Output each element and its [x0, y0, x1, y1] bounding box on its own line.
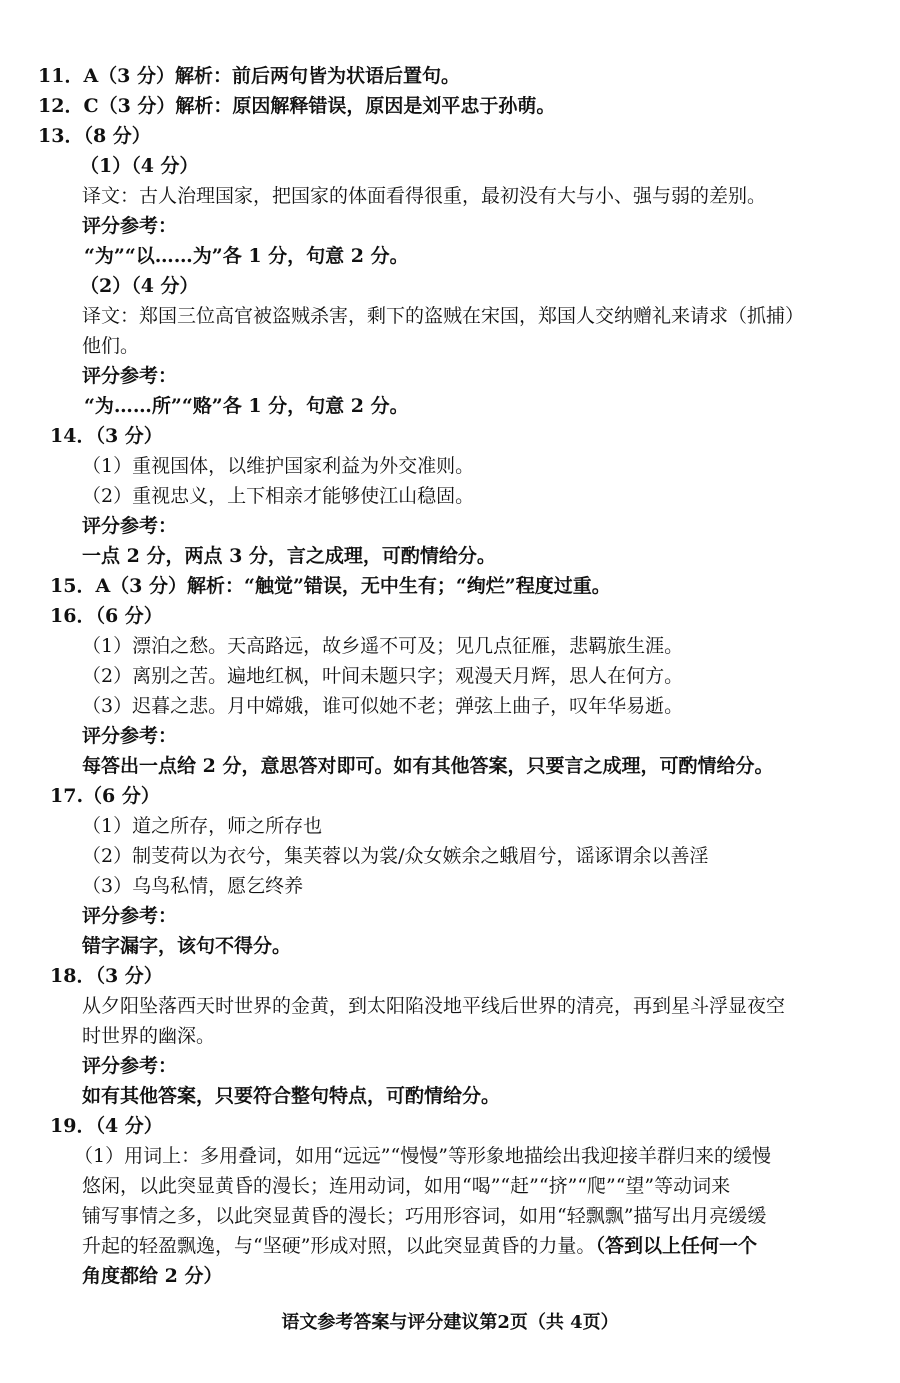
- q17-heading: [50, 782, 160, 810]
- q17-line3-text: （3）乌鸟私情，愿乞终养: [82, 875, 304, 897]
- q16-heading: [50, 602, 163, 630]
- q14-point2-text: （2）重视忠义，上下相亲才能够使江山稳固。: [82, 485, 475, 507]
- q11-line: [38, 62, 460, 90]
- q13-part1-scoring-text: “为”“以……为”各 1 分，句意 2 分。: [84, 245, 409, 267]
- q19-answer-text4: 升起的轻盈飘逸，与“坚硬”形成对照，以此突显黄昏的力量。: [82, 1235, 596, 1257]
- q14-scoring-label: [82, 512, 177, 540]
- q19-answer-bold-note: （答到以上任何一个: [595, 1235, 757, 1257]
- q13-part2-translation-text1: 译文：郑国三位高官被盗贼杀害，剩下的盗贼在宋国，郑国人交纳赠礼来请求（抓捕）: [82, 305, 805, 327]
- q18-heading-text: 18．（3 分）: [50, 965, 163, 987]
- q13-part1-heading-text: （1）（4 分）: [80, 155, 199, 177]
- q14-heading-text: 14．（3 分）: [50, 425, 163, 447]
- q18-answer-line1: [82, 992, 785, 1020]
- q19-heading-text: 19．（4 分）: [50, 1115, 163, 1137]
- q14-point1-text: （1）重视国体，以维护国家利益为外交准则。: [82, 455, 475, 477]
- q14-scoring: [82, 542, 496, 570]
- q12-line: [38, 92, 555, 120]
- q16-point2-text: （2）离别之苦。遍地红枫，叶间未题只字；观漫天月辉，思人在何方。: [82, 665, 684, 687]
- q11-text: 11．A（3 分）解析：前后两句皆为状语后置句。: [38, 65, 461, 87]
- q19-heading: [50, 1112, 163, 1140]
- q17-scoring-label: [82, 902, 177, 930]
- q13-part1-heading: [80, 152, 199, 180]
- q14-scoring-label-text: 评分参考：: [82, 515, 178, 537]
- q18-scoring-label: [82, 1052, 177, 1080]
- q17-scoring: [82, 932, 291, 960]
- q16-heading-text: 16．（6 分）: [50, 605, 163, 627]
- q13-part2-scoring: [84, 392, 409, 420]
- q19-answer-text3: 铺写事情之多，以此突显黄昏的漫长；巧用形容词，如用“轻飘飘”描写出月亮缓缓: [82, 1205, 767, 1227]
- q13-part1-translation: [82, 182, 766, 210]
- q13-heading-text: 13．（8 分）: [38, 125, 151, 147]
- q17-heading-text: 17.（6 分）: [50, 785, 160, 807]
- q18-answer-line2: [82, 1022, 215, 1050]
- q16-scoring: [82, 752, 773, 780]
- q17-line1: [82, 812, 322, 840]
- q12-text: 12．C（3 分）解析：原因解释错误，原因是刘平忠于孙萌。: [38, 95, 556, 117]
- q16-point3: [82, 692, 683, 720]
- q13-part1-scoring-label: [82, 212, 177, 240]
- q13-part1-scoring-label-text: 评分参考：: [82, 215, 178, 237]
- q18-scoring-text: 如有其他答案，只要符合整句特点，可酌情给分。: [82, 1085, 501, 1107]
- q17-line2: [82, 842, 709, 870]
- q17-line2-text: （2）制芰荷以为衣兮，集芙蓉以为裳/众女嫉余之蛾眉兮，谣诼谓余以善淫: [82, 845, 709, 867]
- page-footer: 语文参考答案与评分建议第2页（共 4页）: [281, 1312, 619, 1333]
- q13-part2-heading: [80, 272, 199, 300]
- q14-scoring-text: 一点 2 分，两点 3 分，言之成理，可酌情给分。: [82, 545, 496, 567]
- q13-part2-scoring-label: [82, 362, 177, 390]
- q16-point3-text: （3）迟暮之悲。月中嫦娥，谁可似她不老；弹弦上曲子，叹年华易逝。: [82, 695, 684, 717]
- q18-scoring-label-text: 评分参考：: [82, 1055, 178, 1077]
- q14-point1: [82, 452, 474, 480]
- q15-line: [50, 572, 611, 600]
- q19-answer-line1: [74, 1142, 771, 1170]
- q13-part1-scoring: [84, 242, 409, 270]
- q13-part2-translation-line1: [82, 302, 804, 330]
- q13-part2-translation-text2: 他们。: [82, 335, 140, 357]
- q19-answer-text5: 角度都给 2 分）: [82, 1265, 223, 1287]
- q16-point1: [82, 632, 683, 660]
- q19-answer-text2: 悠闲，以此突显黄昏的漫长；连用动词，如用“喝”“赶”“挤”“爬”“望”等动词来: [82, 1175, 731, 1197]
- q18-answer-text1: 从夕阳坠落西天时世界的金黄，到太阳陷没地平线后世界的清亮，再到星斗浮显夜空: [82, 995, 786, 1017]
- q17-line3: [82, 872, 303, 900]
- q17-line1-text: （1）道之所存，师之所存也: [82, 815, 323, 837]
- q17-scoring-text: 错字漏字，该句不得分。: [82, 935, 292, 957]
- q17-scoring-label-text: 评分参考：: [82, 905, 178, 927]
- q19-answer-line4: [82, 1232, 757, 1260]
- q13-heading: [38, 122, 151, 150]
- q16-scoring-label: [82, 722, 177, 750]
- q15-text: 15．A（3 分）解析：“触觉”错误，无中生有；“绚烂”程度过重。: [50, 575, 611, 597]
- q16-scoring-text: 每答出一点给 2 分，意思答对即可。如有其他答案，只要言之成理，可酌情给分。: [82, 755, 774, 777]
- q13-part2-translation-line2: [82, 332, 139, 360]
- q19-answer-line3: [82, 1202, 766, 1230]
- q19-answer-line2: [82, 1172, 730, 1200]
- q13-part1-translation-text: 译文：古人治理国家，把国家的体面看得很重，最初没有大与小、强与弱的差别。: [82, 185, 767, 207]
- q13-part2-scoring-text: “为……所”“赂”各 1 分，句意 2 分。: [84, 395, 409, 417]
- q14-heading: [50, 422, 163, 450]
- q18-answer-text2: 时世界的幽深。: [82, 1025, 216, 1047]
- q14-point2: [82, 482, 474, 510]
- q19-answer-line5: [82, 1262, 222, 1290]
- q16-scoring-label-text: 评分参考：: [82, 725, 178, 747]
- q19-answer-text1: （1）用词上：多用叠词，如用“远远”“慢慢”等形象地描绘出我迎接羊群归来的缓慢: [74, 1145, 771, 1167]
- q16-point1-text: （1）漂泊之愁。天高路远，故乡遥不可及；见几点征雁，悲羁旅生涯。: [82, 635, 684, 657]
- q16-point2: [82, 662, 683, 690]
- q13-part2-heading-text: （2）（4 分）: [80, 275, 199, 297]
- q18-heading: [50, 962, 163, 990]
- q13-part2-scoring-label-text: 评分参考：: [82, 365, 178, 387]
- q18-scoring: [82, 1082, 500, 1110]
